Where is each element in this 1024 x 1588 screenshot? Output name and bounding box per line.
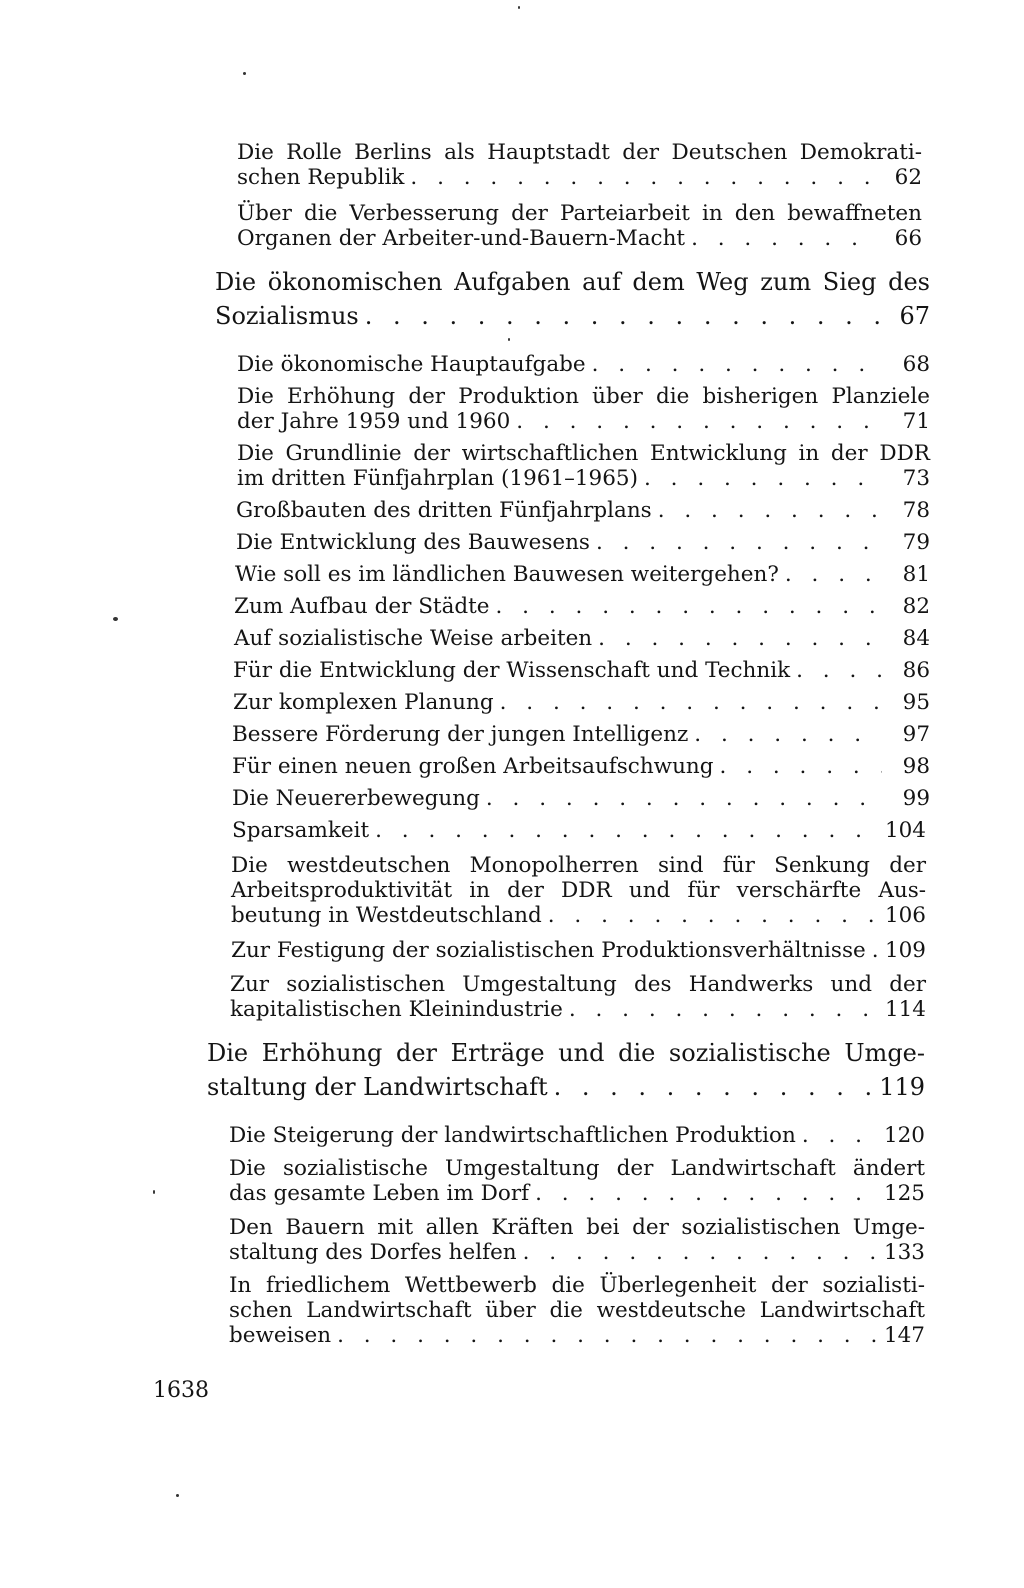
toc-page-number: 86 xyxy=(902,658,930,683)
leader-dots xyxy=(694,722,882,747)
toc-entry xyxy=(229,1215,925,1265)
leader-dots xyxy=(720,754,882,779)
toc-page-number: 81 xyxy=(902,562,930,587)
toc-entry xyxy=(231,853,926,928)
toc-entry xyxy=(232,754,930,779)
toc-entry-line: Die Entwicklung des Bauwesens xyxy=(236,530,590,555)
toc-entry xyxy=(237,352,930,377)
leader-dots xyxy=(872,938,878,963)
toc-page-number: 147 xyxy=(883,1323,925,1348)
toc-entry-line: Die Erhöhung der Erträge und die sozialistische Umge- xyxy=(207,1039,925,1067)
toc-entry-line: Organen der Arbeiter-und-Bauern-Macht xyxy=(237,226,686,251)
toc-entry-line: staltung des Dorfes helfen xyxy=(229,1240,517,1265)
toc-entry xyxy=(229,1273,925,1348)
toc-entry xyxy=(232,786,930,811)
leader-dots xyxy=(365,299,882,333)
toc-entry xyxy=(235,562,930,587)
leader-dots xyxy=(486,786,882,811)
leader-dots xyxy=(658,498,882,523)
leader-dots xyxy=(785,562,882,587)
toc-page-number: 109 xyxy=(884,938,926,963)
toc-entry-line: Die westdeutschen Monopolherren sind für Senkung der xyxy=(231,853,926,878)
toc-entry-line: Die Neuererbewegung xyxy=(232,786,480,811)
toc-entry-line: schen Landwirtschaft über die westdeutsche Landwirtschaft xyxy=(229,1298,925,1323)
toc-page-number: 66 xyxy=(894,226,922,251)
toc-entry xyxy=(233,658,930,683)
leader-dots xyxy=(598,626,882,651)
scan-speck xyxy=(176,1494,179,1497)
toc-entry-line: Sparsamkeit xyxy=(232,818,370,843)
toc-entry-line: In friedlichem Wettbewerb die Überlegenheit der sozialisti- xyxy=(229,1273,925,1298)
toc-entry-line: Über die Verbesserung der Parteiarbeit in den bewaffneten xyxy=(237,201,922,226)
toc-page-number: 68 xyxy=(902,352,930,377)
leader-dots xyxy=(535,1181,877,1206)
toc-page-number: 71 xyxy=(902,409,930,434)
leader-dots xyxy=(496,594,882,619)
toc-entry xyxy=(234,594,930,619)
scan-speck xyxy=(153,1190,155,1194)
leader-dots xyxy=(796,658,882,683)
toc-entry xyxy=(234,626,930,651)
toc-entry-line: Die Grundlinie der wirtschaftlichen Entwicklung in der DDR xyxy=(237,441,930,466)
leader-dots xyxy=(516,409,882,434)
toc-entry-line: das gesamte Leben im Dorf xyxy=(229,1181,530,1206)
toc-entry-line: Den Bauern mit allen Kräften bei der sozialistischen Umge- xyxy=(229,1215,925,1240)
toc-entry-line: Die ökonomischen Aufgaben auf dem Weg zum Sieg des xyxy=(215,268,930,296)
leader-dots xyxy=(596,530,882,555)
scan-speck xyxy=(508,338,510,341)
leader-dots xyxy=(691,226,874,251)
toc-entry xyxy=(232,722,930,747)
toc-page-number: 119 xyxy=(879,1073,925,1101)
leader-dots xyxy=(410,165,874,190)
toc-entry-line: staltung der Landwirtschaft xyxy=(207,1073,548,1101)
toc-entry xyxy=(229,1123,925,1148)
leader-dots xyxy=(337,1323,877,1348)
toc-entry-line: Arbeitsproduktivität in der DDR und für verschärfte Aus- xyxy=(231,878,926,903)
toc-page-number: 114 xyxy=(884,997,926,1022)
scan-speck xyxy=(243,72,246,75)
toc-entry xyxy=(229,1156,925,1206)
toc-entry xyxy=(237,140,922,190)
toc-entry xyxy=(233,690,930,715)
leader-dots xyxy=(548,903,878,928)
toc-page-number: 95 xyxy=(902,690,930,715)
toc-page-number: 104 xyxy=(884,818,926,843)
toc-entry-line: Zur Festigung der sozialistischen Produktionsverhältnisse xyxy=(231,938,866,963)
toc-section-entry xyxy=(207,1036,925,1104)
page-number: 1638 xyxy=(153,1378,209,1403)
toc-entry-line: Zur sozialistischen Umgestaltung des Handwerks und der xyxy=(230,972,926,997)
toc-page-number: 98 xyxy=(902,754,930,779)
toc-entry xyxy=(231,938,926,963)
toc-entry xyxy=(237,201,922,251)
toc-page-number: 99 xyxy=(902,786,930,811)
toc-entry-line: Die ökonomische Hauptaufgabe xyxy=(237,352,586,377)
toc-entry xyxy=(236,498,930,523)
toc-entry-line: beweisen xyxy=(229,1323,332,1348)
toc-entry-line: Für die Entwicklung der Wissenschaft und Technik xyxy=(233,658,791,683)
toc-entry xyxy=(236,530,930,555)
leader-dots xyxy=(500,690,882,715)
toc-entry-line: der Jahre 1959 und 1960 xyxy=(237,409,511,434)
toc-page-number: 62 xyxy=(894,165,922,190)
toc-page-number: 78 xyxy=(902,498,930,523)
leader-dots xyxy=(644,466,882,491)
toc-entry-line: Bessere Förderung der jungen Intelligenz xyxy=(232,722,689,747)
scan-speck xyxy=(518,6,520,9)
toc-page-number: 67 xyxy=(899,302,930,330)
leader-dots xyxy=(802,1123,877,1148)
toc-page-number: 120 xyxy=(883,1123,925,1148)
leader-dots xyxy=(375,818,878,843)
leader-dots xyxy=(523,1240,877,1265)
toc-entry-line: Auf sozialistische Weise arbeiten xyxy=(234,626,593,651)
toc-section-entry xyxy=(215,265,930,333)
toc-entry-line: Die Steigerung der landwirtschaftlichen Produktion xyxy=(229,1123,796,1148)
toc-entry-line: im dritten Fünfjahrplan (1961–1965) xyxy=(237,466,638,491)
toc-entry-line: Die Rolle Berlins als Hauptstadt der Deutschen Demokrati- xyxy=(237,140,922,165)
toc-page-number: 125 xyxy=(883,1181,925,1206)
toc-entry-line: schen Republik xyxy=(237,165,405,190)
scan-speck xyxy=(113,617,118,621)
leader-dots xyxy=(569,997,878,1022)
toc-page-number: 84 xyxy=(902,626,930,651)
toc-page-number: 82 xyxy=(902,594,930,619)
toc-entry-line: Zur komplexen Planung xyxy=(233,690,494,715)
toc-entry-line: Die Erhöhung der Produktion über die bisherigen Planziele xyxy=(237,384,930,409)
toc-page-number: 79 xyxy=(902,530,930,555)
leader-dots xyxy=(592,352,882,377)
toc-page-number: 133 xyxy=(883,1240,925,1265)
toc-entry xyxy=(237,441,930,491)
toc-entry-line: kapitalistischen Kleinindustrie xyxy=(230,997,563,1022)
toc-entry-line: beutung in Westdeutschland xyxy=(231,903,542,928)
toc-entry-line: Für einen neuen großen Arbeitsaufschwung xyxy=(232,754,714,779)
toc-entry xyxy=(232,818,926,843)
toc-entry-line: Sozialismus xyxy=(215,302,359,330)
toc-page-number: 106 xyxy=(884,903,926,928)
toc-page-number: 73 xyxy=(902,466,930,491)
toc-entry-line: Großbauten des dritten Fünfjahrplans xyxy=(236,498,652,523)
toc-entry xyxy=(230,972,926,1022)
toc-entry xyxy=(237,384,930,434)
toc-entry-line: Die sozialistische Umgestaltung der Landwirtschaft ändert xyxy=(229,1156,925,1181)
toc-entry-line: Zum Aufbau der Städte xyxy=(234,594,490,619)
leader-dots xyxy=(554,1070,874,1104)
toc-entry-line: Wie soll es im ländlichen Bauwesen weitergehen? xyxy=(235,562,779,587)
toc-page-number: 97 xyxy=(902,722,930,747)
